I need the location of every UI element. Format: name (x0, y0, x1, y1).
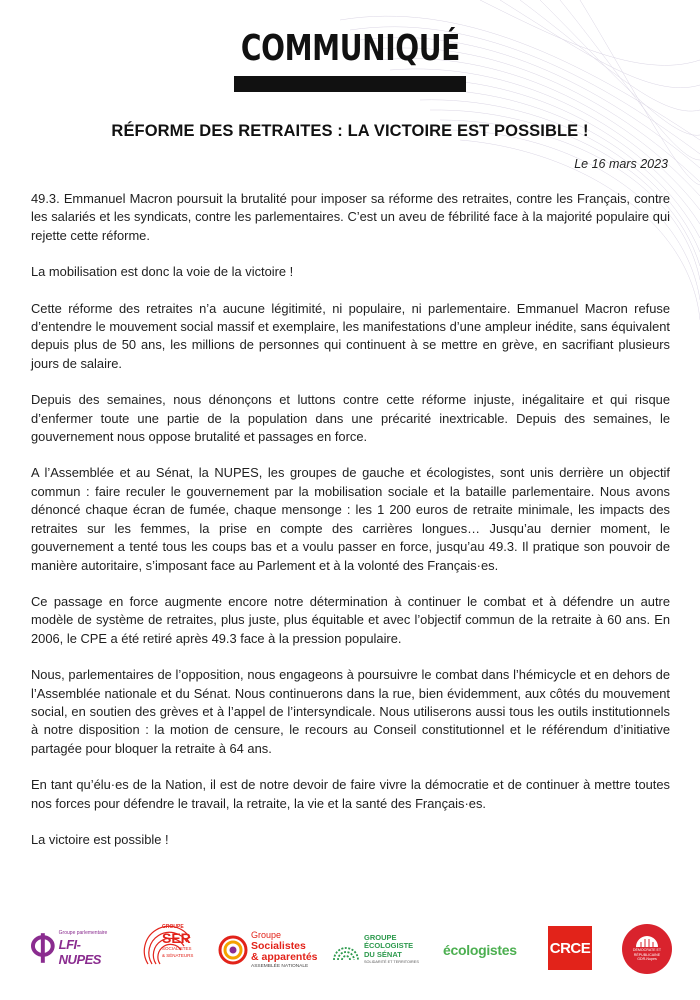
ser-logo (140, 920, 198, 976)
rose-icon (218, 933, 248, 967)
paragraph: Depuis des semaines, nous dénonçons et luttons contre cette réforme injuste, inégalitaire et qui risque d’enfermer toute une partie de la population dans une précarité inextricable. Depuis des semaines, le gouvernement nous oppose brutalité et passages en force. (31, 392, 670, 445)
paragraph: Nous, parlementaires de l’opposition, nous engageons à poursuivre le combat dans l’hémicycle et en dehors de l’Assemblée nationale et du Sénat. Nous continuerons dans la rue, bien évidemment, aux côtés du mouvement social, en soutien des grèves et à l’appel de l’intersyndicale. Nous utiliserons aussi tous les outils institutionnels à notre disposition : la motion de censure, le recours au Conseil constitutionnel et le référendum d’initiative partagée pour bloquer la retraite à 64 ans. (31, 667, 670, 756)
ecologistes-logo (443, 940, 527, 960)
ser-line4: & SÉNATEURS (162, 953, 194, 958)
hemicycle-icon (332, 938, 360, 962)
lfi-nupes-logo (30, 928, 122, 968)
phi-icon (30, 931, 56, 965)
eco-senat-logo (332, 930, 428, 970)
communique-title: COMMUNIQUÉ (240, 28, 460, 69)
gdr-line1: DÉMOCRATE ET (632, 948, 662, 953)
assembly-icon (634, 936, 660, 948)
document-title: RÉFORME DES RETRAITES : LA VICTOIRE EST POSSIBLE ! (111, 122, 589, 140)
paragraph: La victoire est possible ! (31, 831, 169, 847)
lfi-caption: Groupe parlementaire (58, 929, 108, 936)
eco-senat-line1: GROUPE (364, 932, 397, 942)
socialistes-line4: ASSEMBLÉE NATIONALE (251, 964, 309, 969)
ecologistes-name: écologistes (443, 942, 517, 958)
lfi-name: LFI-NUPES (58, 936, 101, 967)
paragraph: Ce passage en force augmente encore notre détermination à continuer le combat et à défendre un autre modèle de système de retraites, plus juste, plus équitable et avec l’objectif commun de la retraite à 60 ans. En 2006, le CPE a été retiré après 49.3 face à la pression populaire. (31, 593, 670, 646)
paragraph: En tant qu’élu·es de la Nation, il est de notre devoir de faire vivre la démocratie et de continuer à mettre toutes nos forces pour défendre le travail, la retraite, la vie et la santé des Français·es. (31, 777, 670, 811)
socialistes-line3: & apparentés (251, 951, 318, 963)
gdr-line2: RÉPUBLICAINE (633, 952, 661, 957)
socialistes-logo (218, 928, 318, 972)
document-date: Le 16 mars 2023 (574, 157, 668, 171)
crce-logo (548, 926, 592, 970)
ser-line2: SER (162, 930, 191, 946)
gdr-line3: GDR-Nupes (637, 957, 657, 962)
paragraph: Cette réforme des retraites n’a aucune légitimité, ni populaire, ni parlementaire. Emmanuel Macron refuse d’entendre le mouvement social massif et exemplaire, les manifestations d’une ampleur inédite, sans équivalent depuis plus de 50 ans, les millions de personnes qui continuent à se mettre en grève, en sacrifiant plusieurs jours de salaire. (31, 300, 670, 371)
eco-senat-line3: DU SÉNAT (364, 949, 402, 959)
socialistes-line2: Socialistes (251, 940, 306, 952)
document-body (31, 190, 670, 867)
communique-header (0, 28, 700, 69)
partner-logos (0, 920, 700, 980)
gdr-logo (622, 924, 672, 974)
crce-name: CRCE (549, 939, 591, 957)
socialistes-line1: Groupe (251, 930, 282, 940)
eco-senat-line4: SOLIDARITÉ ET TERRITOIRES (364, 960, 419, 965)
ser-line1: GROUPE (162, 924, 184, 930)
eco-senat-line2: ÉCOLOGISTE (364, 941, 414, 951)
paragraph: La mobilisation est donc la voie de la victoire ! (31, 264, 294, 280)
ser-line3: SOCIALISTES (162, 946, 192, 951)
header-bar (234, 76, 466, 92)
paragraph: 49.3. Emmanuel Macron poursuit la brutalité pour imposer sa réforme des retraites, contre les Français, contre les salariés et les syndicats, contre les parlementaires. C’est un aveu de fébrilité face à la majorité populaire qui rejette cette réforme. (31, 191, 670, 243)
paragraph: A l’Assemblée et au Sénat, la NUPES, les groupes de gauche et écologistes, sont unis derrière un objectif commun : faire reculer le gouvernement par la mobilisation sociale et la bataille parlementaire. Nous avons dénoncé chaque écran de fumée, chaque mensonge : les 1 200 euros de retraite minimale, les impacts des retraites sur les femmes, la prise en compte des carrières longues… Jusqu’au dernier moment, le gouvernement a tenté tous les coups bas et a voulu passer en force, jusqu’au 49.3. Il pratique son pouvoir de manière autoritaire, s’imposant face au Parlement et à la volonté des Français·es. (31, 465, 670, 573)
